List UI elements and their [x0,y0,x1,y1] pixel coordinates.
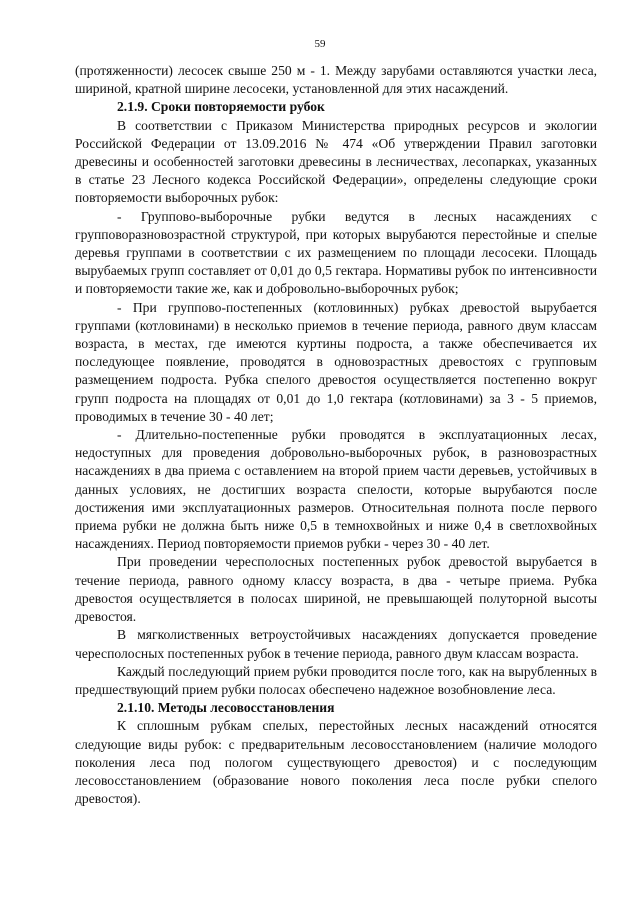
list-item-group-selective: - Группово-выборочные рубки ведутся в лесных насаждениях с групповоразновозрастной структурой, при которых вырубаются перестойные и спелые деревья группами в соответствии с их размещением по площади лесосеки. Площадь вырубаемых групп составляет от 0,01 до 0,5 гектара. Нормативы рубок по интенсивности и повторяемости такие же, как и добровольно-выборочных рубок; [75,208,597,297]
paragraph: При проведении чересполосных постепенных рубок древостой вырубается в течение периода, равного одному классу возраста, в два - четыре приема. Рубка древостоя осуществляется в полосах шириной, не превышающей полуторной высоты древостоя. [75,554,597,625]
paragraph: К сплошным рубкам спелых, перестойных лесных насаждений относятся следующие виды рубок: с предварительным лесовосстановлением (наличие молодого поколения леса под пологом существующего древостоя) и с последующим лесовосстановлением (образование нового поколения леса после рубки спелого древостоя). [75,718,597,807]
section-heading-2-1-10: 2.1.10. Методы лесовосстановления [117,700,335,716]
intro-paragraph: (протяженности) лесосек свыше 250 м - 1. Между зарубами оставляются участки леса, шириной, кратной ширине лесосеки, установленной для этих насаждений. [75,63,597,97]
list-item-long-gradual: - Длительно-постепенные рубки проводятся в эксплуатационных лесах, недоступных для проведения добровольно-выборочных рубок, в разновозрастных насаждениях в два приема с оставлением на второй прием части деревьев, устойчивых в данных условиях, не достигших возраста спелости, которые вырубаются после достижения ими эксплуатационных размеров. Относительная полнота после первого приема рубки не должна быть ниже 0,5 в темнохвойных и ниже 0,4 в светлохвойных насаждениях. Период повторяемости приемов рубки - через 30 - 40 лет. [75,427,597,552]
paragraph: В соответствии с Приказом Министерства природных ресурсов и экологии Российской Федерации от 13.09.2016 № 474 «Об утверждении Правил заготовки древесины и особенностей заготовки древесины в лесничествах, лесопарках, указанных в статье 23 Лесного кодекса Российской Федерации», определены следующие сроки повторяемости выборочных рубок: [75,117,597,206]
page-number: 59 [314,38,326,50]
document-body [75,62,597,808]
paragraph: Каждый последующий прием рубки проводится после того, как на вырубленных в предшествующий прием рубки полосах обеспечено надежное возобновление леса. [75,663,597,697]
section-heading-2-1-9: 2.1.9. Сроки повторяемости рубок [117,99,325,115]
list-item-group-gradual: - При группово-постепенных (котловинных) рубках древостой вырубается группами (котловинами) в несколько приемов в течение периода, равного двум классам возраста, в местах, где имеются куртины подроста, а также обеспечивается их последующее появление, проводятся в одновозрастных древостоях с групповым размещением подроста. Рубка спелого древостоя осуществляется постепенно вокруг групп подроста на площадях от 0,01 до 1,0 гектара (котловинами) за 3 - 5 приемов, проводимых в течение 30 - 40 лет; [75,299,597,424]
paragraph: В мягколиственных ветроустойчивых насаждениях допускается проведение чересполосных постепенных рубок в течение периода, равного двум классам возраста. [75,627,597,661]
